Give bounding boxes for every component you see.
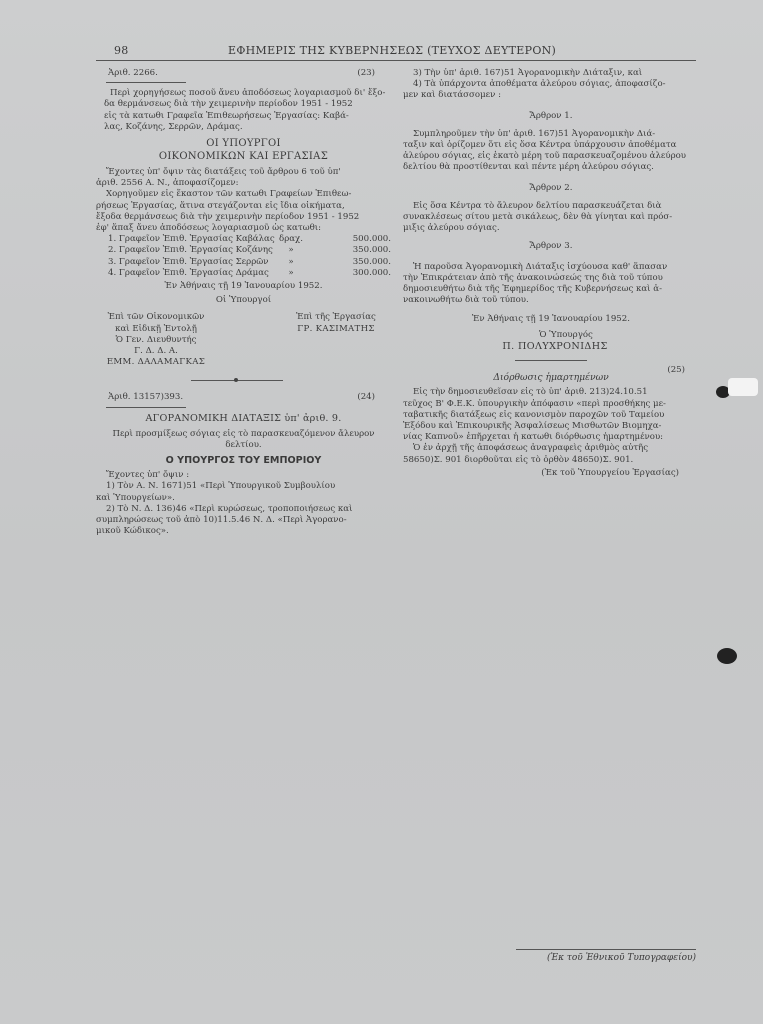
sig-line: Ὁ Γεν. Διευθυντής — [115, 334, 197, 345]
gazette-title: ΕΦΗΜΕΡΙΣ ΤΗΣ ΚΥΒΕΡΝΗΣΕΩΣ (ΤΕΥΧΟΣ ΔΕΥΤΕΡΟΝ) — [228, 44, 557, 57]
body-line: ταξιν καὶ ὁρίζομεν ὅτι εἰς ὅσα Κέντρα ὑπάρχουσιν ἀποθέματα — [403, 140, 677, 151]
office-unit: » — [288, 267, 294, 278]
minister-title: Ὁ Ὑπουργός — [539, 329, 593, 340]
doc23-rule — [106, 82, 186, 83]
doc25-body — [403, 387, 699, 465]
doc24-body — [96, 470, 391, 537]
body-line: ρήσεως Ἐργασίας, ἅτινα στεγάζονται εἰς ἴδια οἰκήματα, — [96, 200, 345, 211]
doc23-heading1: ΟΙ ΥΠΟΥΡΓΟΙ — [206, 138, 281, 150]
article-2-heading: Ἄρθρον 2. — [529, 182, 573, 193]
doc23-heading2: ΟΙΚΟΝΟΜΙΚΩΝ ΚΑΙ ΕΡΓΑΣΙΑΣ — [158, 151, 329, 163]
office-amount: 300.000. — [352, 267, 391, 278]
body-line: Εἰς ὅσα Κέντρα τὸ ἄλευρον δελτίου παρασκευάζεται διὰ — [413, 200, 662, 211]
printer-footer: (Ἐκ τοῦ Ἐθνικοῦ Τυπογραφείου) — [546, 953, 696, 963]
body-line: μεν καὶ διατάσσομεν : — [403, 90, 501, 101]
page-number: 98 — [114, 44, 129, 57]
ink-blot — [717, 648, 737, 664]
body-line: ἔξοδα θερμάνσεως διὰ τὴν χειμερινὴν περίοδον 1951 - 1952 — [96, 211, 360, 222]
office-name: 4. Γραφεῖον Ἐπιθ. Ἐργασίας Δράμας — [108, 267, 269, 278]
list-item — [108, 245, 391, 256]
office-list — [96, 234, 391, 279]
body-line: συμπληρώσεως τοῦ ἀπὸ 10)11.5.46 Ν. Δ. «Περὶ Ἀγορανο- — [96, 515, 347, 526]
doc24-rule — [106, 407, 186, 408]
office-name: 3. Γραφεῖον Ἐπιθ. Ἐργασίας Σερρῶν — [108, 256, 269, 267]
doc24-minister: Ο ΥΠΟΥΡΓΟΣ ΤΟΥ ΕΜΠΟΡΙΟΥ — [165, 455, 322, 467]
body-line: Ἔχοντες ὑπ' ὄψιν τὰς διατάξεις τοῦ ἄρθρου 6 τοῦ ὑπ' — [106, 167, 341, 178]
body-line: ταβατικῆς διατάξεως εἰς κανονισμὸν παροχῶν τοῦ Ταμείου — [403, 409, 665, 420]
body-line: συνακλέσεως σίτου μετὰ σικάλεως, δὲν θὰ γίνηται καὶ πρόσ- — [403, 212, 673, 223]
intro-line: λας, Κοζάνης, Σερρῶν, Δράμας. — [104, 121, 243, 132]
body-line: ἀλεύρου σόγιας, εἰς ἑκατὸ μέρη τοῦ παρασκευαζομένου ἀλεύρου — [403, 151, 687, 162]
sig-right — [281, 312, 391, 334]
body-line: δελτίου θὰ προστίθενται καὶ πέντε μέρη ἀλεύρου σόγιας. — [403, 162, 654, 173]
body-line: Ἔχοντες ὑπ' ὄψιν : — [106, 470, 190, 481]
intro-line: εἰς τὰ κατωθι Γραφεῖα Ἐπιθεωρήσεως Ἐργασίας: Καβά- — [104, 110, 349, 121]
body-line: Χορηγοῦμεν εἰς ἕκαστον τῶν κατωθι Γραφείων Ἐπιθεω- — [106, 189, 352, 200]
doc24-header — [96, 392, 391, 403]
article-3-body — [403, 262, 699, 307]
doc23-body — [96, 167, 391, 234]
article-1-body — [403, 129, 699, 174]
office-unit: δραχ. — [279, 234, 303, 245]
body-line: Ἡ παροῦσα Ἀγορανομικὴ Διάταξις ἰσχύουσα καθ' ἅπασαν — [413, 261, 668, 272]
sig-name: ΕΜΜ. ΔΑΛΑΜΑΓΚΑΣ — [106, 357, 206, 368]
article-1-heading: Ἄρθρον 1. — [529, 110, 573, 121]
list-item — [108, 257, 391, 268]
body-line: ἀριθ. 2556 Α. Ν., ἀποφασίζομεν: — [96, 178, 239, 189]
sig-line: Γ. Δ. Δ. Α. — [134, 346, 178, 357]
body-line: τεῦχος Β' Φ.Ε.Κ. ὑπουργικὴν ἀπόφασιν «περὶ προσθήκης με- — [403, 398, 666, 409]
doc23-ministers: Οἱ Ὑπουργοί — [215, 295, 272, 306]
body-line: μικοῦ Κώδικος». — [96, 526, 169, 537]
section-separator — [96, 376, 391, 386]
left-column — [96, 68, 391, 537]
doc23-header — [96, 68, 391, 79]
body-line: Συμπληροῦμεν τὴν ὑπ' ἀριθ. 167)51 Ἀγορανομικὴν Διά- — [413, 128, 656, 139]
office-name: 2. Γραφεῖον Ἐπιθ. Ἐργασίας Κοζάνης — [108, 245, 273, 256]
doc23-date: Ἐν Ἀθήναις τῇ 19 Ἰανουαρίου 1952. — [164, 281, 323, 292]
tape-patch — [728, 378, 758, 396]
signature-block — [96, 308, 391, 372]
list-item — [108, 234, 391, 245]
body-line: Ἐξόδου καὶ Ἐπικουρικῆς Ἀσφαλίσεως Μισθωτῶν Βιομηχα- — [403, 421, 662, 432]
body-line: τὴν Ἐπικράτειαν ἀπὸ τῆς ἀνακοινώσεώς της διὰ τοῦ τύπου — [403, 272, 663, 283]
list-item — [108, 268, 391, 279]
sig-line: Ἐπὶ τῆς Ἐργασίας — [296, 312, 376, 323]
body-line: 2) Τὸ Ν. Δ. 136)46 «Περὶ κυρώσεως, τροποποιήσεως καὶ — [106, 503, 353, 514]
doc25-number: (25) — [667, 365, 685, 376]
doc24-continuation — [403, 68, 699, 102]
office-name: 1. Γραφεῖον Ἐπιθ. Ἐργασίας Καβάλας — [108, 234, 275, 245]
intro-line: δα θερμάνσεως διὰ τὴν χειμερινὴν περίοδον 1951 - 1952 — [104, 99, 353, 110]
sig-left — [96, 312, 216, 368]
doc25-heading: Διόρθωσις ἡμαρτημένων — [493, 372, 609, 384]
doc23-intro — [96, 88, 391, 133]
body-line: νίας Καπνοῦ» ἐπῆρχεται ἡ κατωθι διόρθωσις ἡμαρτημένου: — [403, 432, 664, 443]
doc23-arith: Ἀριθ. 2266. — [108, 68, 158, 78]
intro-line: Περὶ προσμίξεως σόγιας εἰς τὸ παρασκευαζόμενον ἄλευρον — [112, 428, 375, 439]
body-line: νακοινωθήτω διὰ τοῦ τύπου. — [403, 295, 529, 306]
body-line: μιξις ἀλεύρου σόγιας. — [403, 223, 500, 234]
office-unit: » — [288, 245, 294, 256]
doc24-arith: Ἀριθ. 13157)393. — [108, 392, 184, 403]
sig-line: καὶ Εἰδικῇ Ἐντολῇ — [115, 323, 197, 334]
right-column — [403, 68, 699, 479]
footer-rule — [516, 949, 696, 950]
sig-name: ΓΡ. ΚΑΣΙΜΑΤΗΣ — [297, 323, 375, 334]
minister-name: Π. ΠΟΛΥΧΡΟΝΙΔΗΣ — [502, 340, 608, 352]
body-line: 1) Τὸν Α. Ν. 1671)51 «Περὶ Ὑπουργικοῦ Συμβουλίου — [106, 481, 336, 492]
intro-line: Περὶ χορηγήσεως ποσοῦ ἄνευ ἀποδόσεως λογαριασμοῦ δι' ἔξο- — [110, 88, 386, 99]
body-line: Ὁ ἐν ἀρχῇ τῆς ἀποφάσεως ἀναγραφεὶς ἀριθμὸς αὐτῆς — [413, 443, 649, 454]
doc25-source: (Ἐκ τοῦ Ὑπουργείου Ἐργασίας) — [541, 467, 679, 478]
article-2-body — [403, 201, 699, 235]
sig-line: Ἐπὶ τῶν Οἰκονομικῶν — [107, 312, 205, 323]
body-line: 58650)Σ. 901 διορθοῦται εἰς τὸ ὀρθὸν 48650)Σ. 901. — [403, 454, 634, 465]
header-rule — [96, 60, 696, 61]
office-amount: 500.000. — [352, 234, 391, 245]
body-line: ἐφ' ἅπαξ ἄνευ ἀποδόσεως λογαριασμοῦ ὡς κατωθι: — [96, 223, 322, 234]
doc24-number: (24) — [357, 392, 375, 403]
body-line: δημοσιευθήτω διὰ τῆς Ἐφημερίδος τῆς Κυβερνήσεως καὶ ἀ- — [403, 284, 662, 295]
office-amount: 350.000. — [352, 256, 391, 267]
body-line: Εἰς τὴν δημοσιευθεῖσαν εἰς τὸ ὑπ' ἀριθ. 213)24.10.51 — [413, 387, 648, 398]
intro-line: δελτίου. — [225, 439, 262, 450]
office-unit: » — [288, 256, 294, 267]
body-line: καὶ Ὑπουργείων». — [96, 492, 175, 503]
page-header — [96, 44, 696, 60]
body-line: 4) Τὰ ὑπάρχοντα ἀποθέματα ἀλεύρου σόγιας, ἀποφασίζο- — [413, 79, 666, 90]
article-3-heading: Ἄρθρον 3. — [529, 241, 573, 252]
doc24-date: Ἐν Ἀθήναις τῇ 19 Ἰανουαρίου 1952. — [472, 314, 630, 325]
office-amount: 350.000. — [352, 245, 391, 256]
doc24-heading: ΑΓΟΡΑΝΟΜΙΚΗ ΔΙΑΤΑΞΙΣ ὑπ' ἀριθ. 9. — [145, 412, 342, 424]
doc23-number: (23) — [357, 68, 375, 78]
body-line: 3) Τὴν ὑπ' ἀριθ. 167)51 Ἀγορανομικὴν Διάταξιν, καὶ — [413, 68, 643, 78]
